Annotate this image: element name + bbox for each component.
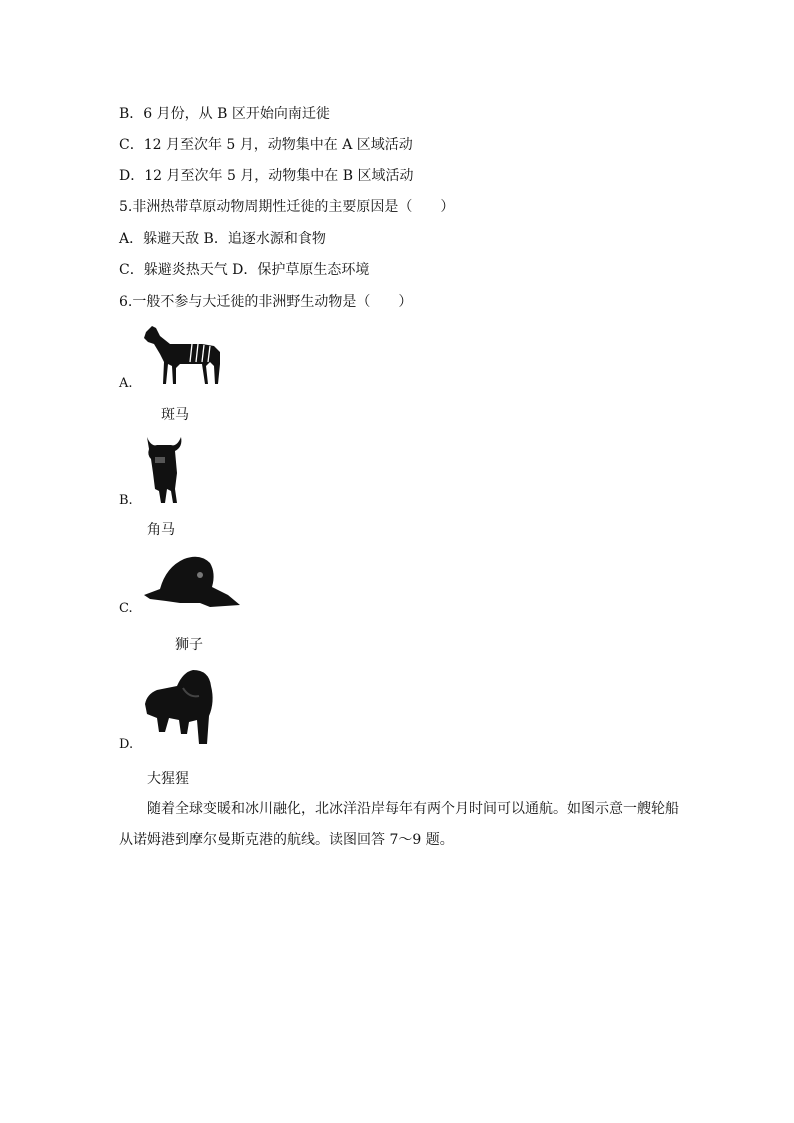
- q4-option-b: B．6 月份，从 B 区开始向南迁徙: [119, 106, 330, 122]
- q4-option-d: D．12 月至次年 5 月，动物集中在 B 区域活动: [119, 168, 414, 184]
- option-c-letter: C.: [119, 601, 133, 616]
- option-a-caption: 斑马: [161, 407, 189, 423]
- q5-options-cd: C．躲避炎热天气 D．保护草原生态环境: [119, 262, 370, 278]
- gorilla-silhouette: [143, 668, 217, 746]
- option-a-letter: A.: [119, 376, 133, 391]
- option-d-letter: D.: [119, 737, 134, 752]
- question-5: 5.非洲热带草原动物周期性迁徙的主要原因是（ ）: [119, 199, 455, 215]
- option-c-caption: 狮子: [175, 637, 203, 653]
- passage-paragraph: 随着全球变暖和冰川融化，北冰洋沿岸每年有两个月时间可以通航。如图示意一艘轮船从诺姆港到摩尔曼斯克港的航线。读图回答 7～9 题。: [119, 801, 679, 848]
- q5-options-ab: A．躲避天敌 B．追逐水源和食物: [119, 231, 326, 247]
- lion-silhouette: [140, 553, 242, 611]
- question-6: 6.一般不参与大迁徙的非洲野生动物是（ ）: [119, 294, 413, 310]
- zebra-silhouette: [140, 322, 226, 386]
- wildebeest-silhouette: [143, 433, 185, 505]
- q4-option-c: C．12 月至次年 5 月，动物集中在 A 区域活动: [119, 137, 413, 153]
- option-b-letter: B.: [119, 493, 133, 508]
- option-d-caption: 大猩猩: [147, 771, 189, 787]
- option-b-caption: 角马: [147, 522, 175, 538]
